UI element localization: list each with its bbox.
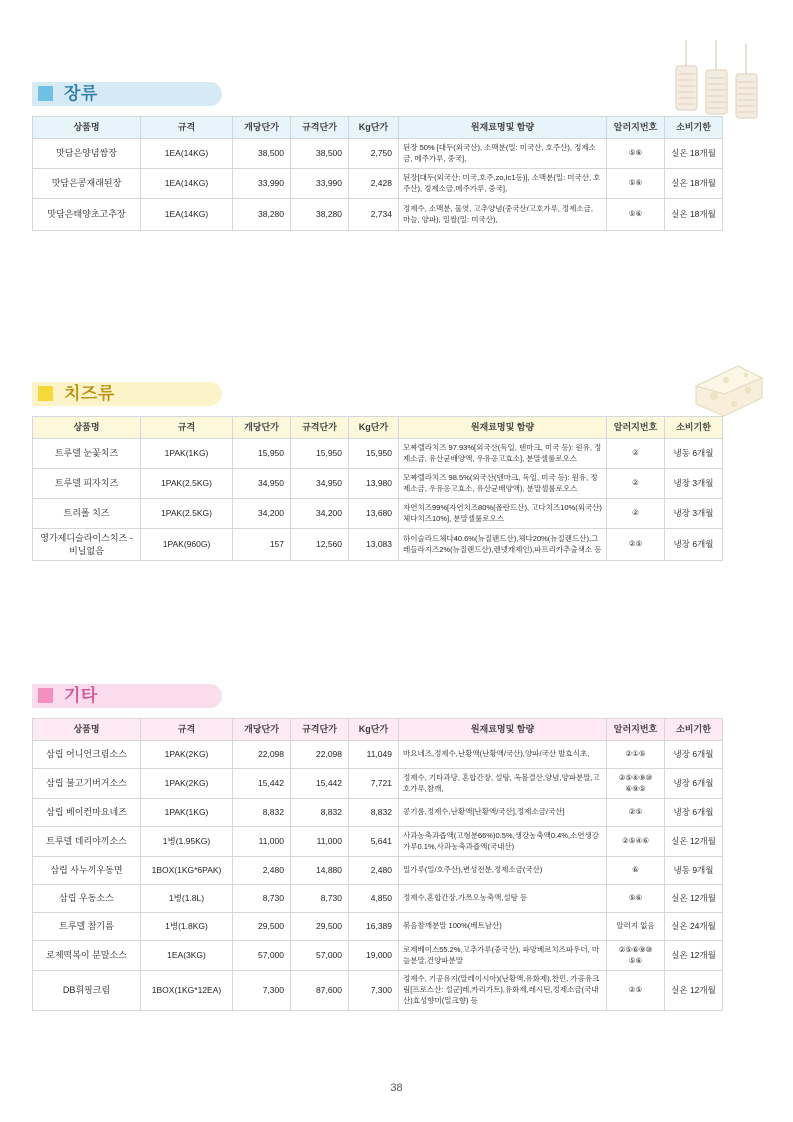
col-spec-price: 규격단가 [291,117,349,139]
cell-spec-price: 11,000 [291,827,349,857]
cell-ingredients: 모짜렐라치즈 97.93%[외국산(독일, 덴마크, 미국 등): 원유, 정제소금, 유산균배양액, 우유응고효소], 분말셀룰로오스 [399,439,607,469]
section-header-etc [32,680,222,710]
table-row [33,885,723,913]
cell-spec-price: 22,098 [291,741,349,769]
cell-name: 삼립 불고기버거소스 [33,769,141,799]
table-row [33,499,723,529]
section-title: 장류 [64,84,98,103]
cell-kg-price: 2,734 [349,199,399,231]
cell-spec: 1PAK(1KG) [141,439,233,469]
cell-name: 삼립 우동소스 [33,885,141,913]
cell-expiry: 실온 12개월 [665,941,723,971]
cell-ingredients: 로제베이스55.2%,고추가루(중국산), 파망베르치즈파우더, 마늘분말,건양파분말 [399,941,607,971]
cell-name: 삼립 어니언크림소스 [33,741,141,769]
table-row [33,799,723,827]
cell-unit-price: 7,300 [233,971,291,1011]
cell-spec: 1PAK(1KG) [141,799,233,827]
cell-expiry: 냉동 9개월 [665,857,723,885]
cell-kg-price: 7,721 [349,769,399,799]
cell-ingredients: 밀가루(밀/호주산),변성전분,정제소금(국산) [399,857,607,885]
cell-spec-price: 34,950 [291,469,349,499]
cell-expiry: 냉장 6개월 [665,769,723,799]
product-table-cheese [32,416,723,561]
cell-kg-price: 4,850 [349,885,399,913]
cell-spec: 1BOX(1KG*6PAK) [141,857,233,885]
section-etc [0,680,723,1011]
cell-expiry: 냉장 6개월 [665,741,723,769]
cell-unit-price: 22,098 [233,741,291,769]
cell-spec: 1EA(3KG) [141,941,233,971]
cell-kg-price: 11,049 [349,741,399,769]
cell-allergy: ⑥ [607,857,665,885]
table-row [33,469,723,499]
cell-unit-price: 8,832 [233,799,291,827]
cell-expiry: 냉장 6개월 [665,799,723,827]
cell-spec: 1병(1.8KG) [141,913,233,941]
cell-unit-price: 157 [233,529,291,561]
cell-name: 로제떡복이 분말소스 [33,941,141,971]
col-kg-price: Kg단가 [349,719,399,741]
cell-spec: 1PAK(2.5KG) [141,469,233,499]
cell-name: DB휘핑크림 [33,971,141,1011]
cell-name: 트루델 참기름 [33,913,141,941]
cell-unit-price: 2,480 [233,857,291,885]
cell-ingredients: 볶음참깨분말 100%(베트남산) [399,913,607,941]
cell-name: 삼립 베이컨마요네즈 [33,799,141,827]
cell-allergy: ②⑤④⑥ [607,827,665,857]
cell-spec: 1PAK(960G) [141,529,233,561]
cell-spec-price: 8,832 [291,799,349,827]
cell-unit-price: 15,950 [233,439,291,469]
col-allergy: 알러지번호 [607,417,665,439]
cell-unit-price: 8,730 [233,885,291,913]
table-row [33,199,723,231]
cell-unit-price: 38,280 [233,199,291,231]
cell-ingredients: 마요네즈,정제수,난황액(난황액/국산),양파/국산 발효식초, [399,741,607,769]
col-allergy: 알러지번호 [607,117,665,139]
cell-unit-price: 33,990 [233,169,291,199]
cell-kg-price: 16,389 [349,913,399,941]
cell-spec: 1병(1.8L) [141,885,233,913]
col-ingredients: 원재료명및 함량 [399,417,607,439]
table-row [33,769,723,799]
cell-name: 트루델 눈꽃치즈 [33,439,141,469]
section-bar [32,382,222,406]
cell-spec: 1EA(14KG) [141,139,233,169]
cell-spec: 1PAK(2.5KG) [141,499,233,529]
cell-kg-price: 15,950 [349,439,399,469]
cell-expiry: 실온 12개월 [665,827,723,857]
cell-spec-price: 38,280 [291,199,349,231]
section-title: 기타 [64,686,98,705]
table-header-row [33,719,723,741]
cell-expiry: 냉장 6개월 [665,529,723,561]
cell-spec-price: 14,880 [291,857,349,885]
cell-ingredients: 된장 50% [대두(외국산), 소맥분(밀: 미국산, 호주산), 정제소금, 메주가루, 중국], [399,139,607,169]
cell-spec: 1병(1.95KG) [141,827,233,857]
cell-kg-price: 5,641 [349,827,399,857]
cell-spec-price: 33,990 [291,169,349,199]
product-table-jang [32,116,723,231]
cell-name: 트루델 피자치즈 [33,469,141,499]
cell-kg-price: 13,083 [349,529,399,561]
col-spec: 규격 [141,719,233,741]
cell-allergy: 알러지 없음 [607,913,665,941]
cell-kg-price: 2,480 [349,857,399,885]
cell-ingredients: 사과농축과즙액(고형분66%)0.5%,생강농축액0.4%,소연생강가루0.1%,사과농축과즙액(국내산) [399,827,607,857]
cell-kg-price: 13,980 [349,469,399,499]
cell-spec-price: 38,500 [291,139,349,169]
cell-allergy: ②⑤⑥⑨⑩ ⑤⑥ [607,941,665,971]
table-row [33,439,723,469]
cell-unit-price: 38,500 [233,139,291,169]
col-spec-price: 규격단가 [291,719,349,741]
cell-spec-price: 15,950 [291,439,349,469]
cell-spec: 1PAK(2KG) [141,741,233,769]
cell-ingredients: 모짜렐라치즈 98.5%(외국산(덴마크, 독일, 미국 등): 원유, 정제소금, 우유응고효소, 유산균배양액), 분말셀룰로오스 [399,469,607,499]
cell-spec-price: 87,600 [291,971,349,1011]
cell-spec-price: 15,442 [291,769,349,799]
col-expiry: 소비기한 [665,117,723,139]
cell-ingredients: 된장[대두(외국산: 미국,호주,zo,Ic1등)], 소맥분(밀: 미국산, 호주산), 정제소금,메주가루, 중국], [399,169,607,199]
cell-spec-price: 12,560 [291,529,349,561]
cell-spec-price: 34,200 [291,499,349,529]
cell-expiry: 실온 18개월 [665,139,723,169]
cell-kg-price: 2,750 [349,139,399,169]
cell-expiry: 냉장 3개월 [665,499,723,529]
col-allergy: 알러지번호 [607,719,665,741]
cell-expiry: 실온 24개월 [665,913,723,941]
table-row [33,857,723,885]
cell-spec-price: 8,730 [291,885,349,913]
section-jang [0,78,723,231]
cell-allergy: ⑤⑥ [607,199,665,231]
section-cheese [0,378,723,561]
col-spec: 규격 [141,417,233,439]
cell-name: 삼립 사누끼우동면 [33,857,141,885]
col-ingredients: 원재료명및 함량 [399,117,607,139]
col-name: 상품명 [33,719,141,741]
cell-name: 영가제디슬라이스치즈 -비닐없음 [33,529,141,561]
table-row [33,971,723,1011]
cell-unit-price: 57,000 [233,941,291,971]
table-header-row [33,117,723,139]
cell-expiry: 실온 12개월 [665,971,723,1011]
col-expiry: 소비기한 [665,417,723,439]
section-header-jang [32,78,222,108]
table-row [33,827,723,857]
col-unit-price: 개당단가 [233,417,291,439]
cell-unit-price: 15,442 [233,769,291,799]
cell-ingredients: 정제수, 기공유지(말레이시아)(난황액,유화제),찬민, 가공유크림[프로스산: 설군]레,카리가트),유화제,레시틴,정제소금(국내산)효성향미(밀크향) 등 [399,971,607,1011]
cell-allergy: ⑤⑥ [607,169,665,199]
cell-name: 트루델 데리야끼소스 [33,827,141,857]
cell-spec-price: 29,500 [291,913,349,941]
cell-allergy: ②⑤ [607,971,665,1011]
cell-allergy: ② [607,439,665,469]
table-row [33,741,723,769]
cell-expiry: 냉장 3개월 [665,469,723,499]
section-bar [32,82,222,106]
cell-unit-price: 34,200 [233,499,291,529]
col-name: 상품명 [33,117,141,139]
cell-ingredients: 자연치즈99%[자연치즈80%(폴란드산), 고다치즈10%(외국산)체다치즈10%], 분말셀룰로오스 [399,499,607,529]
section-marker [38,688,53,703]
section-title: 치즈류 [64,384,115,403]
cell-name: 맛담은콩재래된장 [33,169,141,199]
cell-kg-price: 8,832 [349,799,399,827]
cell-unit-price: 29,500 [233,913,291,941]
cell-allergy: ②①⑤ [607,741,665,769]
cell-spec: 1EA(14KG) [141,169,233,199]
cell-spec: 1EA(14KG) [141,199,233,231]
col-unit-price: 개당단가 [233,719,291,741]
cell-expiry: 냉동 6개월 [665,439,723,469]
cell-unit-price: 34,950 [233,469,291,499]
table-row [33,941,723,971]
col-expiry: 소비기한 [665,719,723,741]
cell-allergy: ② [607,469,665,499]
col-spec-price: 규격단가 [291,417,349,439]
cell-name: 트리폴 치즈 [33,499,141,529]
table-row [33,169,723,199]
cell-allergy: ②⑤ [607,529,665,561]
cell-allergy: ⑤⑥ [607,885,665,913]
cell-kg-price: 2,428 [349,169,399,199]
cell-ingredients: 정제수, 소맥분, 물엿, 고추양념(중국산/고호가루, 정제소금, 마늘, 양파), 밀쌀(밀: 미국산), [399,199,607,231]
col-kg-price: Kg단가 [349,417,399,439]
cell-ingredients: 하이슬라드체다40.6%(뉴질랜드산),체다20%(뉴질랜드산),그레들라지즈2%(뉴질랜드산),렌넷캐제인),파프리카추출색소 등 [399,529,607,561]
cell-unit-price: 11,000 [233,827,291,857]
cell-allergy: ② [607,499,665,529]
cell-expiry: 실온 12개월 [665,885,723,913]
table-header-row [33,417,723,439]
table-row [33,139,723,169]
cell-ingredients: 콩기름,정제수,난황액[난황액/국산],정제소금/국산] [399,799,607,827]
cell-spec-price: 57,000 [291,941,349,971]
cell-kg-price: 19,000 [349,941,399,971]
col-unit-price: 개당단가 [233,117,291,139]
cell-allergy: ②⑤ [607,799,665,827]
section-marker [38,86,53,101]
cell-ingredients: 정제수, 기타과당, 혼합간장, 설탕, 옥볼결산,양념,양파분말,고호가루,참깨, [399,769,607,799]
product-table-etc [32,718,723,1011]
cell-kg-price: 7,300 [349,971,399,1011]
cell-spec: 1PAK(2KG) [141,769,233,799]
cell-name: 맛담은태양초고추장 [33,199,141,231]
cell-ingredients: 정제수,혼합간장,가쯔오농축액,설탕 등 [399,885,607,913]
table-row [33,913,723,941]
cell-name: 맛담은양념쌈장 [33,139,141,169]
cell-kg-price: 13,680 [349,499,399,529]
cell-expiry: 실온 18개월 [665,169,723,199]
section-marker [38,386,53,401]
section-header-cheese [32,378,222,408]
cell-spec: 1BOX(1KG*12EA) [141,971,233,1011]
col-name: 상품명 [33,417,141,439]
cell-expiry: 실온 18개월 [665,199,723,231]
col-ingredients: 원재료명및 함량 [399,719,607,741]
col-spec: 규격 [141,117,233,139]
page-number: 38 [390,1082,403,1094]
table-row [33,529,723,561]
section-bar [32,684,222,708]
col-kg-price: Kg단가 [349,117,399,139]
cell-allergy: ⑤⑥ [607,139,665,169]
cell-allergy: ②⑤④⑨⑩ ⑥⑨⑤ [607,769,665,799]
